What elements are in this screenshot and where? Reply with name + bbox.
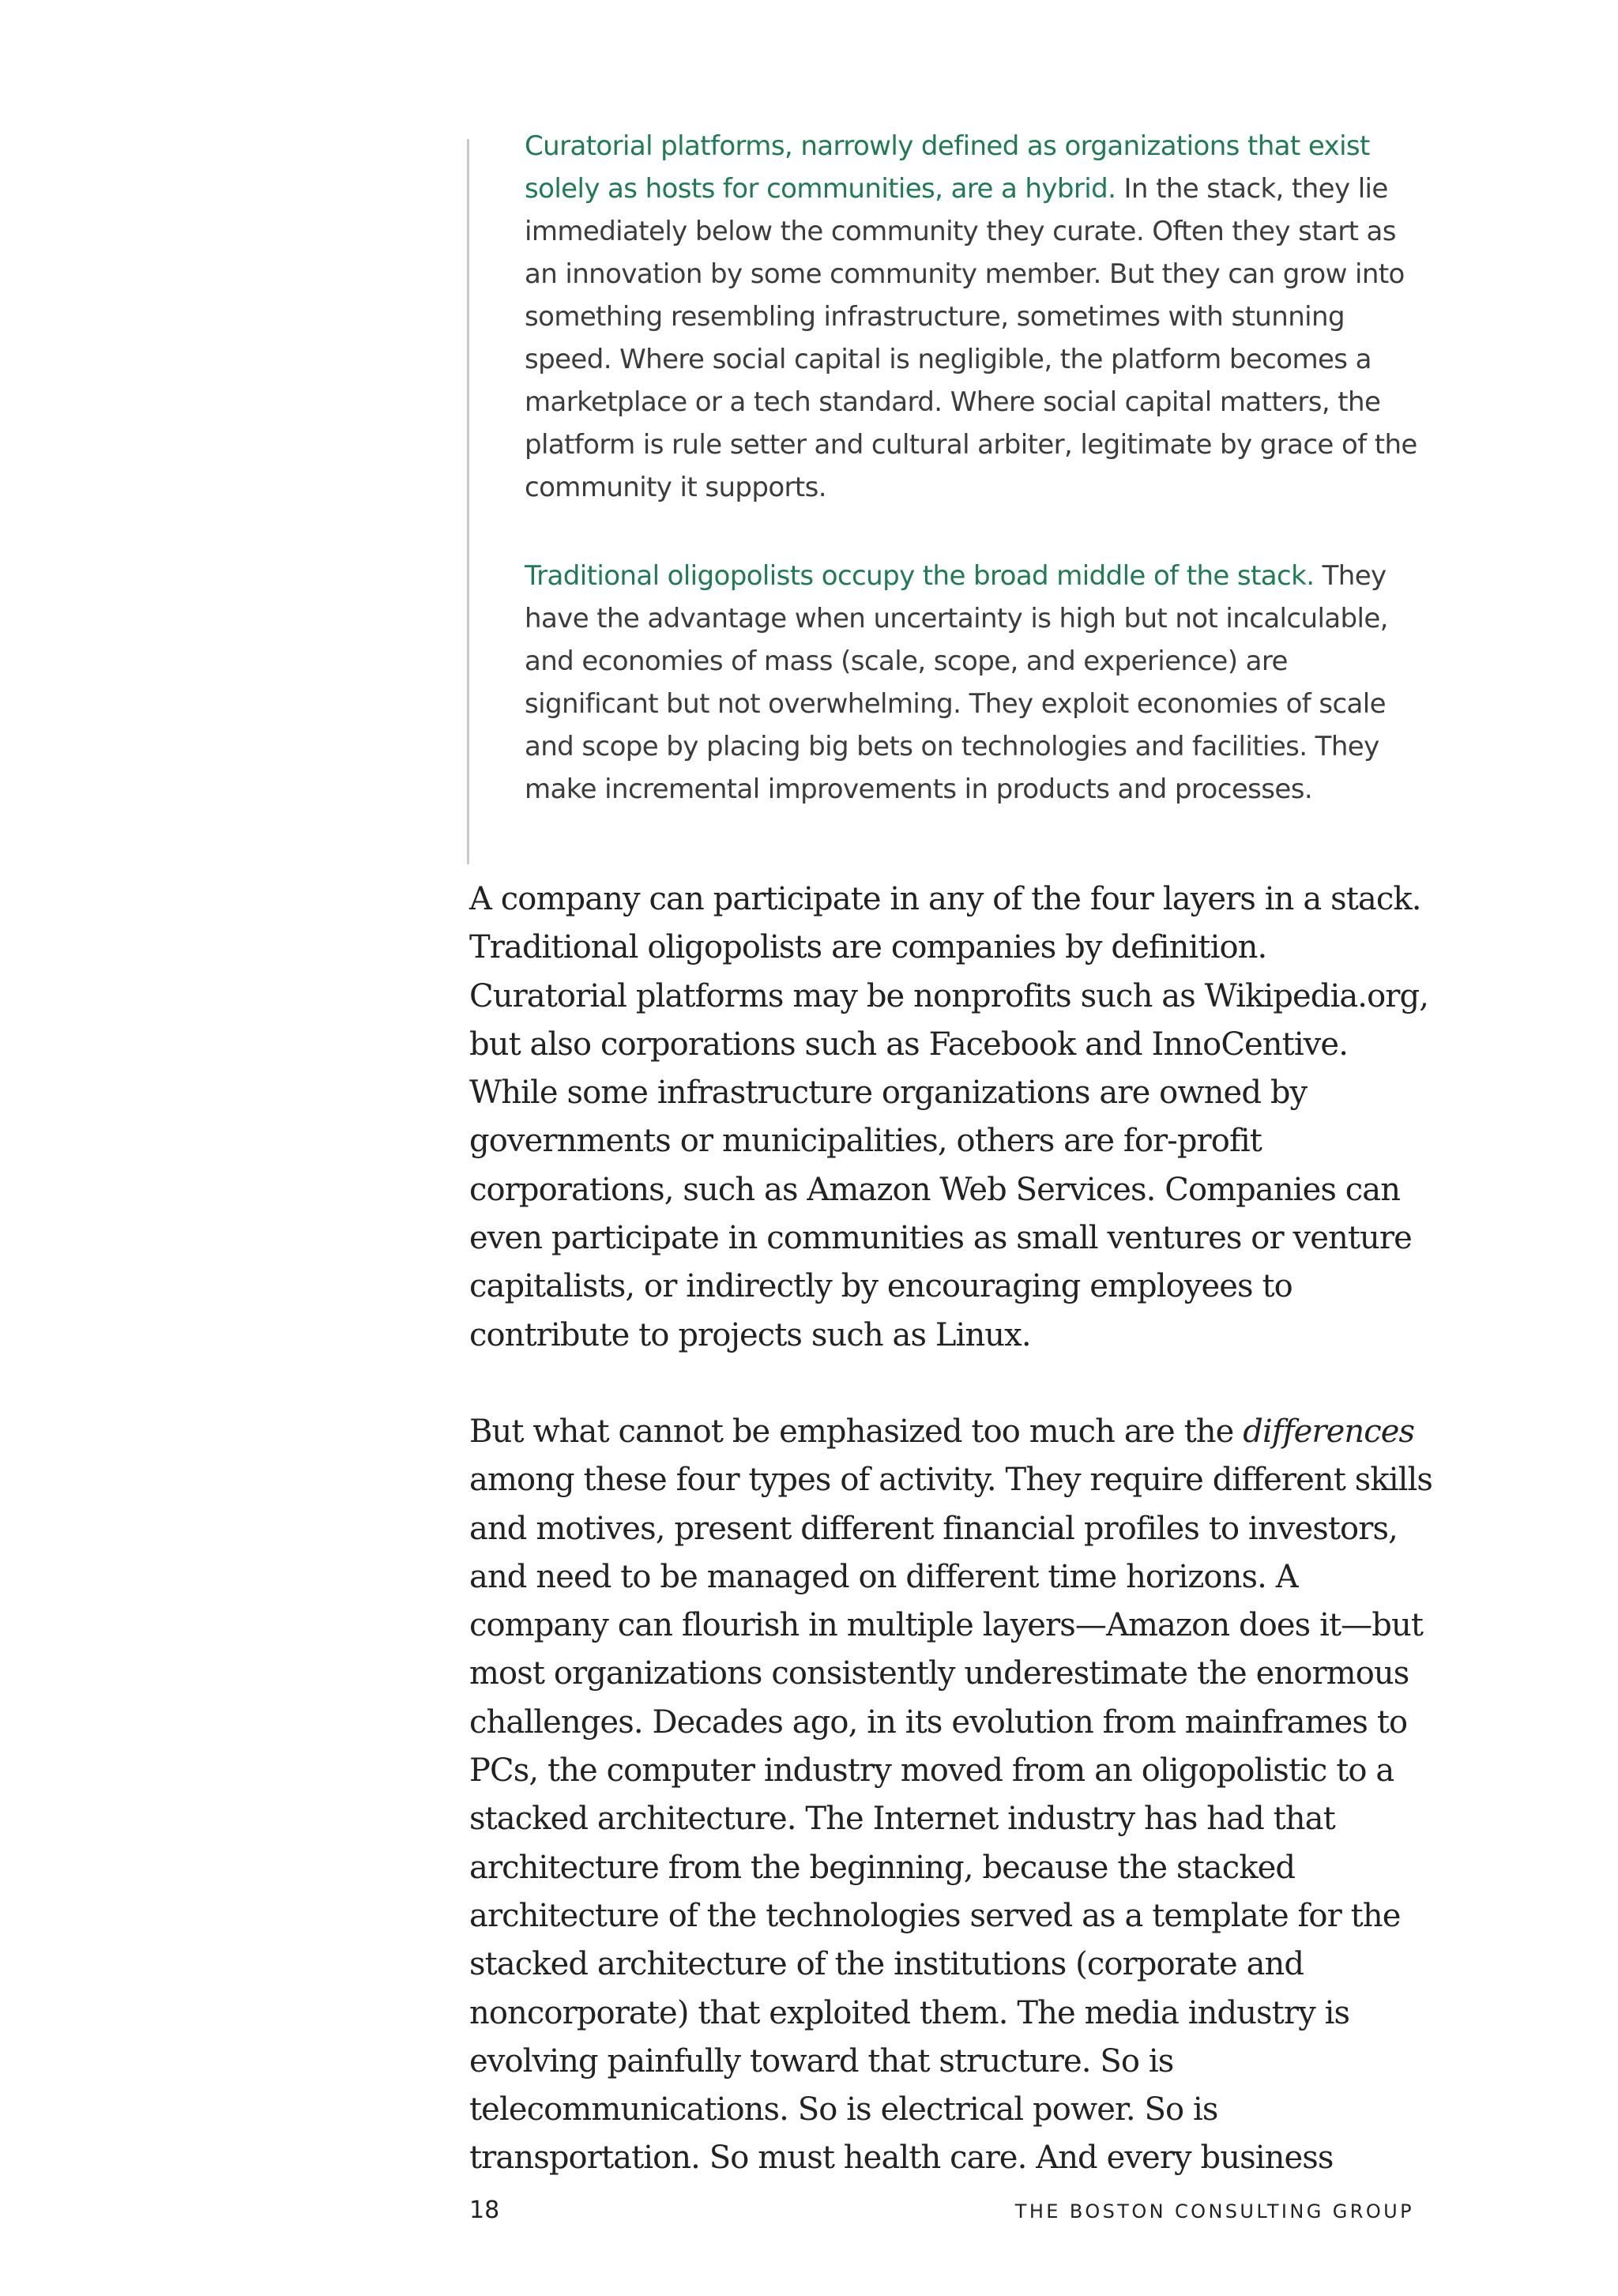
page-number: 18 (469, 2196, 500, 2224)
sidebar-paragraph-oligopolists (525, 555, 1425, 811)
main-body-text (469, 875, 1433, 2183)
sidebar-text-oligopolists: They have the advantage when uncertainty is high but not incalculable, and economies of mass (scale, scope, and experience) are significant but not overwhelming. They exploit economies of scale and scope by placing big bets on technologies and facilities. They make incremental improvements in products and processes. (525, 560, 1388, 805)
body-paragraph-1: A company can participate in any of the four layers in a stack. Traditional oligopolists are companies by definition. Curatorial platforms may be nonprofits such as Wikipedia.org, but also corporations such as Facebook and InnoCentive. While some infrastructure organizations are owned by governments or municipalities, others are for-profit corporations, such as Amazon Web Services. Companies can even participate in communities as small ventures or venture capitalists, or indirectly by encouraging employees to contribute to projects such as Linux. (469, 881, 1429, 1353)
body-paragraph-2 (469, 1408, 1433, 2183)
sidebar-paragraph-curatorial (525, 125, 1425, 509)
sidebar-callout (525, 125, 1425, 811)
body-emphasis-differences: differences (1243, 1413, 1415, 1450)
footer-organization: THE BOSTON CONSULTING GROUP (1014, 2200, 1414, 2223)
sidebar-lead-curatorial: Curatorial platforms, narrowly defined as organizations that exist solely as hosts for communities, are a hybrid. (525, 130, 1370, 205)
sidebar-lead-oligopolists: Traditional oligopolists occupy the broad middle of the stack. (525, 560, 1315, 592)
sidebar-vertical-rule (467, 139, 469, 864)
body-paragraph-2-rest: among these four types of activity. They require different skills and motives, present different financial profiles to investors, and need to be managed on different time horizons. A company can flourish in multiple layers—Amazon does it—but most organizations consistently underestimate the enormous challenges. Decades ago, in its evolution from mainframes to PCs, the computer industry moved from an oligopolistic to a stacked architecture. The Internet industry has had that architecture from the beginning, because the stacked architecture of the technologies served as a template for the stacked architecture of the institutions (corporate and noncorporate) that exploited them. The media industry is evolving painfully toward that structure. So is telecommunications. So is electrical power. So is transportation. So must health care. And every business (469, 1462, 1433, 2177)
body-paragraph-2-start: But what cannot be emphasized too much are the (469, 1413, 1244, 1450)
sidebar-text-curatorial: In the stack, they lie immediately below the community they curate. Often they start as an innovation by some community member. But they can grow into something resembling infrastructure, sometimes with stunning speed. Where social capital is negligible, the platform becomes a marketplace or a tech standard. Where social capital matters, the platform is rule setter and cultural arbiter, legitimate by grace of the community it supports. (525, 173, 1417, 503)
